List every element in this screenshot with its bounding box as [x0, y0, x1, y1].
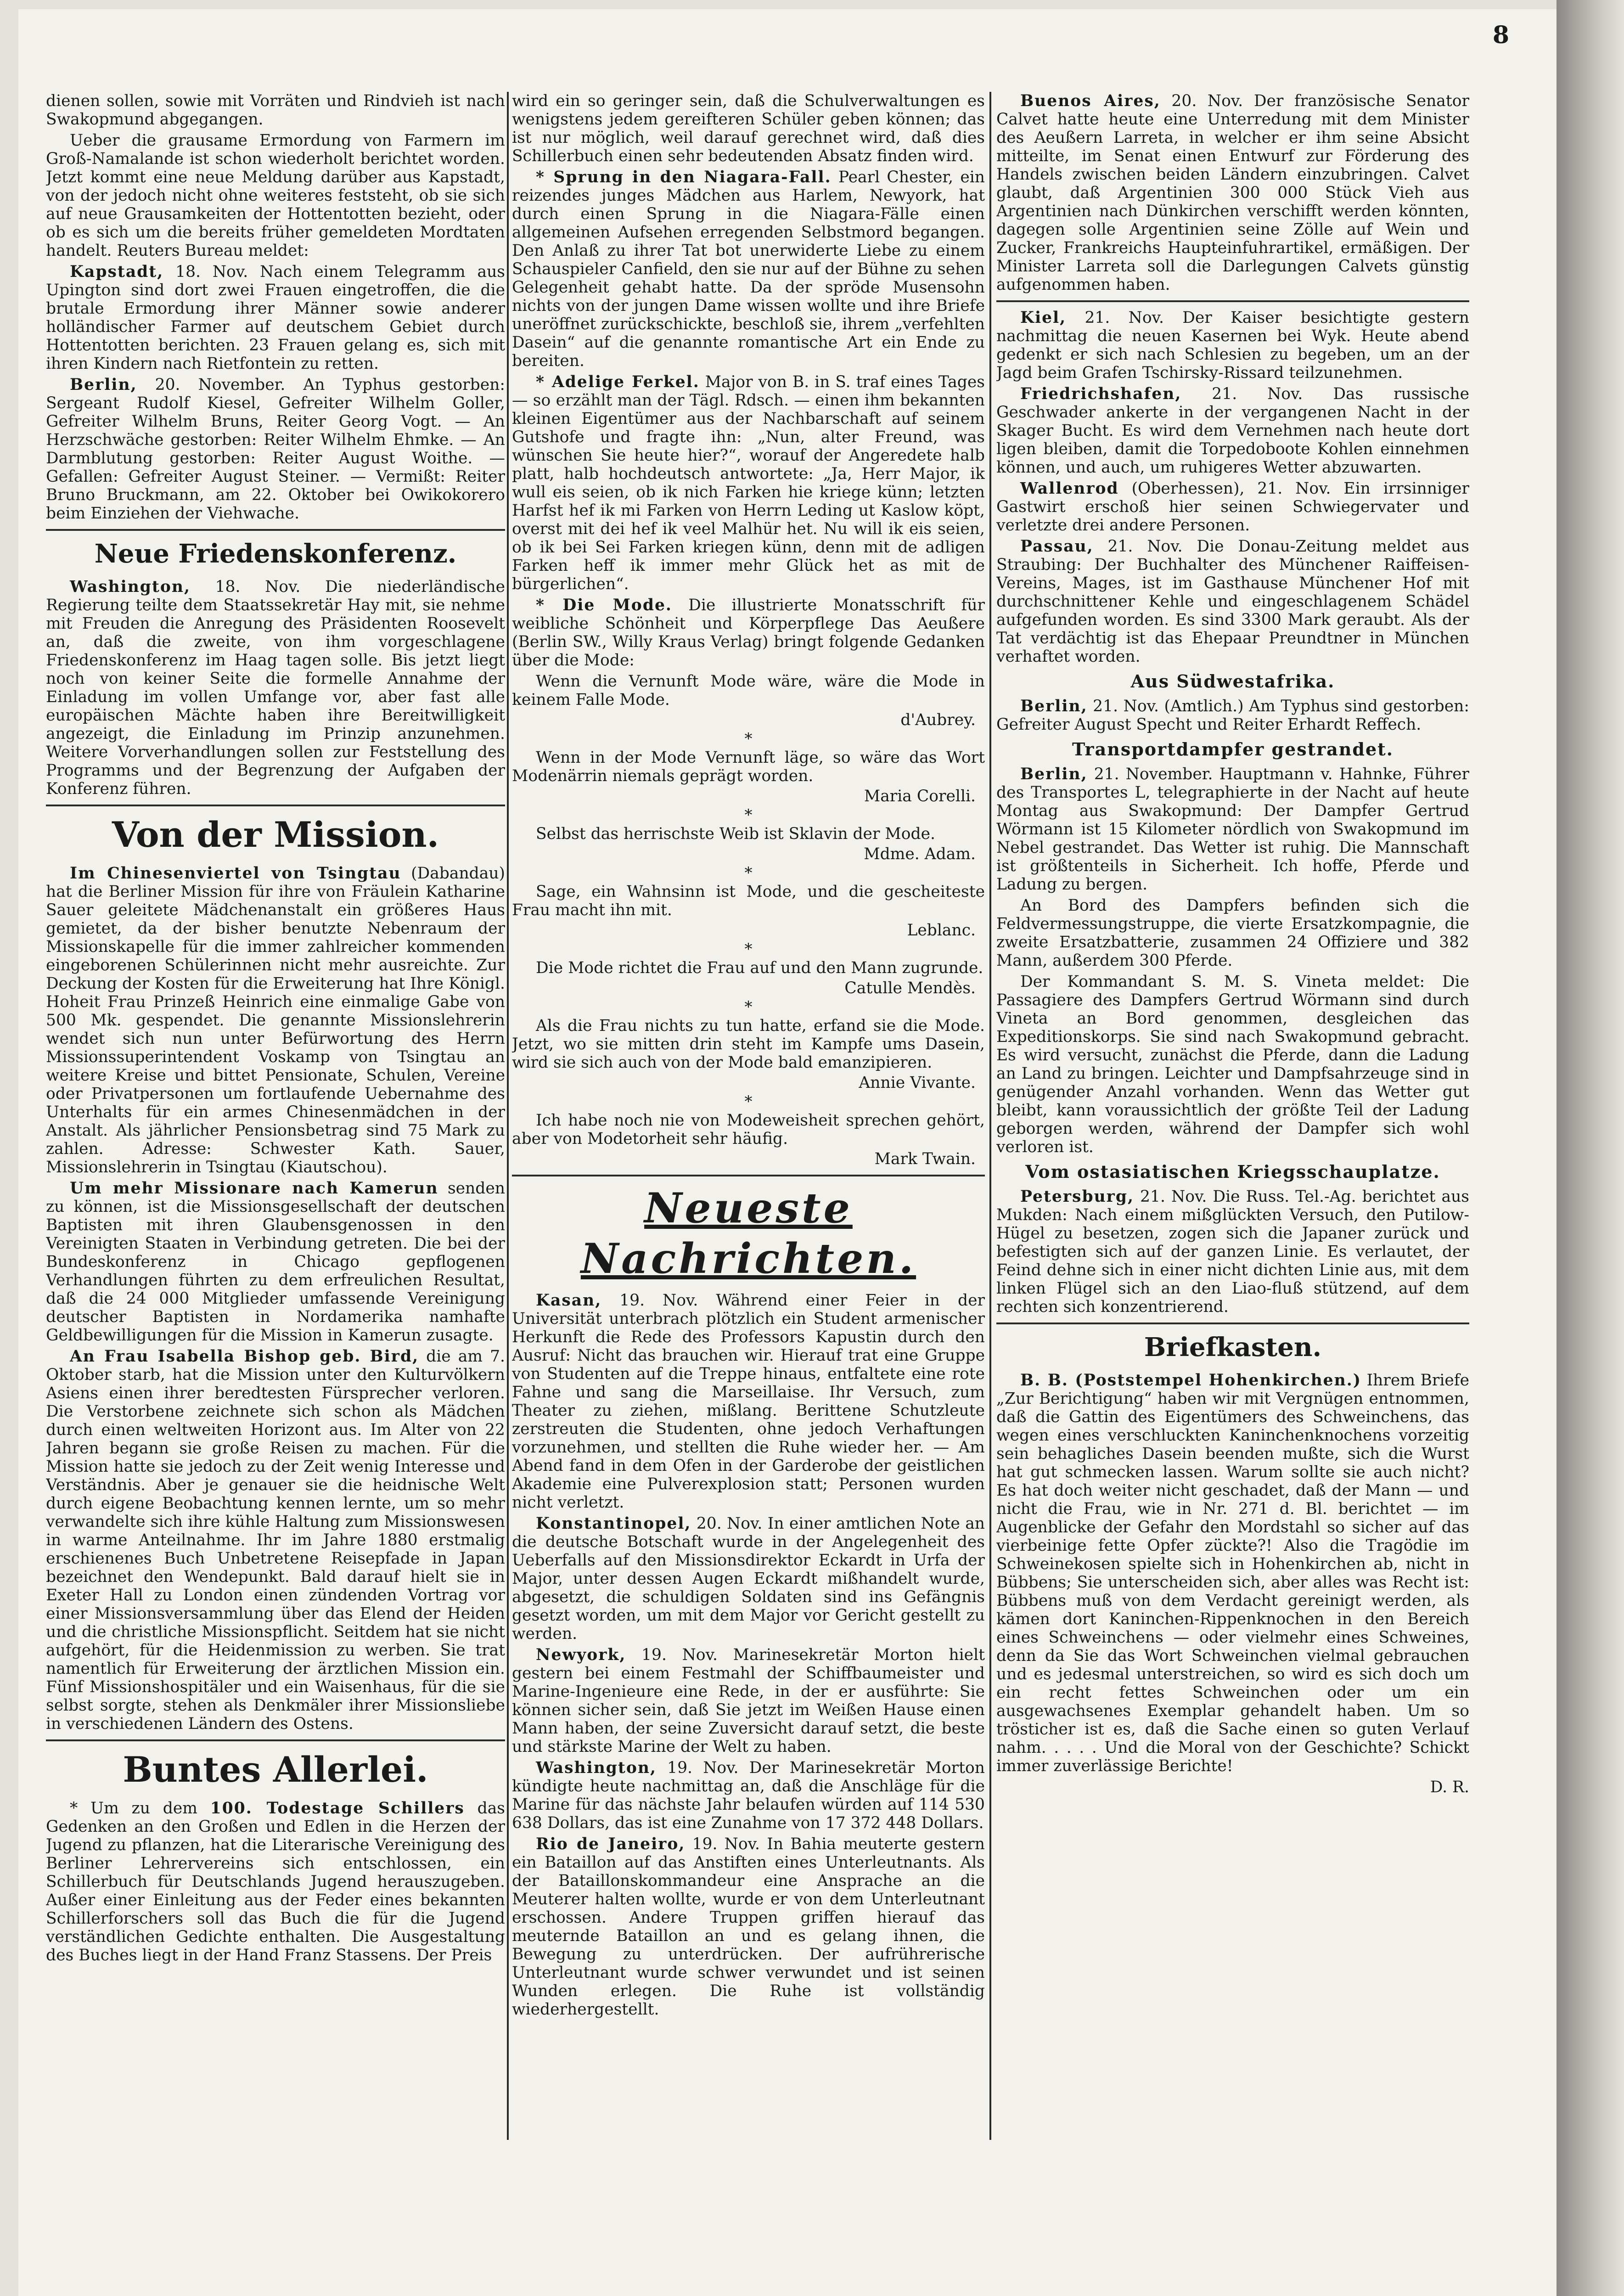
- letter-reply: [996, 1371, 1469, 1775]
- news-text: 19. Nov. Der Marinesekretär Morton kündigte heute nachmittag an, daß die Anschläge für die Marine für das nächste Jahr belaufen würden auf 114 530 638 Dollars, das ist eine Zunahme von 17 372 448 Dollars.: [512, 1759, 985, 1832]
- subsection-heading: Aus Südwestafrika.: [1130, 671, 1335, 692]
- dateline: Washington,: [70, 578, 191, 596]
- news-item-berlin: [46, 376, 505, 523]
- dateline: B. B. (Poststempel Hohenkirchen.): [1020, 1371, 1362, 1390]
- column-1: [46, 92, 505, 2126]
- quote: Wenn in der Mode Vernunft läge, so wäre das Wort Modenärrin niemals geprägt worden.: [512, 748, 985, 785]
- news-text: Major von B. in S. traf eines Tages — so erzählt man der Tägl. Rdsch. — einen ihm bekannten kleinen Eigentümer aus der Nachbarschaft auf seinem Gutshofe und fragte ihn: „Nun, alter Freund, was wünschen Sie heute hier?“, worauf der Angeredete halb platt, halb hochdeutsch antwortete: „Ja, Herr Major, ik wull eis seien, ob ik nich Farken hie kriege künn; letzten Harfst hef ik mi Farken von Herrn Leding ut Kaslow köpt, overst mit dei hef ik veel Malhür het. Nu will ik eis seien, ob ik bei Sei Farken kriegen künn, denn mit de adligen Farken heff ik immer mehr Glück het as mit de bürgerlichen“.: [512, 373, 985, 593]
- news-text: * Um zu dem: [70, 1799, 210, 1818]
- news-item-friedrichshafen: [996, 385, 1469, 477]
- quote-author: Leblanc.: [907, 921, 976, 940]
- news-item-washington: [512, 1759, 985, 1832]
- news-text: 21. November. Hauptmann v. Hahnke, Führer des Transportes L, telegraphierte in der Nacht auf heute Montag aus Swakopmund: Der Dampfer Gertrud Wörmann ist 15 Kilometer nördlich von Swakopmund im Nebel gestrandet. Das Wetter ist ruhig. Die Mannschaft ist größtenteils in Sicherheit. Ich hoffe, Pferde und Ladung zu bergen.: [996, 765, 1469, 894]
- quote-author: Catulle Mendès.: [844, 979, 976, 997]
- news-item-rio: [512, 1835, 985, 2019]
- page-number: 8: [1492, 21, 1509, 49]
- news-text: 20. Nov. In einer amtlichen Note an die deutsche Botschaft wurde in der Angelegenheit des Ueberfalls auf den Missionsdirektor Eckardt in Urfa der Major, unter dessen Augen Eckardt mißhandelt wurde, abgesetzt, die schuldigen Soldaten sind ins Gefängnis gesetzt worden, um mit dem Major vor Gericht gestellt zu werden.: [512, 1514, 985, 1643]
- editor-signature: D. R.: [1430, 1778, 1469, 1796]
- section-rule: [996, 300, 1469, 302]
- news-item-kapstadt: [46, 263, 505, 373]
- quote: Ich habe noch nie von Modeweisheit sprechen gehört, aber von Modetorheit sehr häufig.: [512, 1111, 985, 1148]
- article-paragraph: dienen sollen, sowie mit Vorräten und Rindvieh ist nach Swakopmund abgegangen.: [46, 92, 505, 129]
- dateline: Friedrichshafen,: [1020, 385, 1182, 403]
- news-text: 20. November. An Typhus gestorben: Sergeant Rudolf Kiesel, Gefreiter Wilhelm Goller, Gefreiter Wilhelm Bruns, Reiter Georg Vogt. — An Herzschwäche gestorben: Reiter Wilhelm Ehmke. — An Darmblutung gestorben: Reiter August Woithe. — Gefallen: Gefreiter August Steiner. — Vermißt: Reiter Bruno Bruckmann, am 22. Oktober bei Owikokorero beim Einziehen der Viehwache.: [46, 376, 505, 523]
- dateline: Kasan,: [536, 1291, 602, 1310]
- quote-author: d'Aubrey.: [900, 711, 976, 729]
- separator-star: *: [744, 730, 753, 748]
- section-heading: Briefkasten.: [1144, 1332, 1322, 1362]
- quote-author: Mark Twain.: [874, 1150, 976, 1168]
- section-rule: [46, 805, 505, 806]
- news-text: 21. Nov. Der Kaiser besichtigte gestern nachmittag die neuen Kasernen bei Wyk. Heute abend gedenkt er sich nach Schlesien zu begeben, um an der Jagd beim Grafen Tschirsky-Rissard teilzunehmen.: [996, 309, 1469, 382]
- dateline: Washington,: [536, 1759, 657, 1777]
- section-rule: [996, 1322, 1469, 1324]
- news-text: 21. Nov. Die Russ. Tel.-Ag. berichtet aus Mukden: Nach einem mißglückten Versuch, den Putilow-Hügel zu besetzen, zogen sich die Japaner zurück und befestigten sich auf der ganzen Linie. Es verlautet, der Feind dehne sich in einer nicht dichten Linie aus, mit dem linken Flügel sich an den Liao-fluß stützend, auf dem rechten sich konzentrierend.: [996, 1187, 1469, 1316]
- news-text: 19. Nov. Marinesekretär Morton hielt gestern bei einem Festmahl der Schiffbaumeister und Marine-Ingenieure eine Rede, in der er ausführte: Sie können sicher sein, daß Sie jetzt im Weißen Hause einen Mann haben, der seine Zuversicht darauf setzt, die beste und stärkste Marine der Welt zu haben.: [512, 1646, 985, 1756]
- quote: Sage, ein Wahnsinn ist Mode, und die gescheiteste Frau macht ihn mit.: [512, 883, 985, 919]
- dateline: * Die Mode.: [536, 596, 672, 614]
- section-rule: [46, 1739, 505, 1741]
- news-item-mode: [512, 596, 985, 670]
- news-text: (Oberhessen), 21. Nov. Ein irrsinniger Gastwirt erschoß hier seinen Schwiegervater und verletzte drei andere Personen.: [996, 479, 1469, 535]
- column-rule-1: [507, 92, 509, 2140]
- news-item-bird: [46, 1347, 505, 1733]
- dateline: Im Chinesenviertel von Tsingtau: [70, 864, 401, 883]
- news-item-washington: [46, 578, 505, 798]
- news-text: Die illustrierte Monatsschrift für weibliche Schönheit und Körperpflege Das Aeußere (Berlin SW., Willy Kraus Verlag) bringt folgende Gedanken über die Mode:: [512, 596, 985, 670]
- dateline: Newyork,: [536, 1646, 626, 1664]
- article-paragraph: Ueber die grausame Ermordung von Farmern im Groß-Namalande ist schon wiederholt berichtet worden. Jetzt kommt eine neue Meldung darüber aus Kapstadt, von der jedoch nicht ohne weiteres feststeht, ob sie sich auf neue Grausamkeiten der Hottentotten bezieht, oder ob es sich um die bereits früher gemeldeten Mordtaten handelt. Reuters Bureau meldet:: [46, 131, 505, 260]
- separator-star: *: [744, 1092, 753, 1111]
- dateline: Berlin,: [1020, 697, 1088, 715]
- section-rule: [512, 1175, 985, 1176]
- news-item-ferkel: [512, 373, 985, 593]
- news-item-kamerun: [46, 1179, 505, 1345]
- news-text: 21. Nov. Das russische Geschwader ankerte in der vergangenen Nacht in der Skager Bucht. Es wird dem Vernehmen nach heute dort ligen bleiben, damit die Torpedoboote Kohlen einnehmen können, und auch, um ruhigeres Wetter abzuwarten.: [996, 385, 1469, 477]
- section-rule: [46, 529, 505, 531]
- news-text: Ihrem Briefe „Zur Berichtigung“ haben wir mit Vergnügen entnommen, daß die Gattin des Eigentümers des Schweinchens, das wegen eines verschluckten Kaninchenknochens vorzeitig sein behagliches Dasein beenden mußte, sich die Wurst hat gut schmecken lassen. Warum sollte sie auch nicht? Es hat doch weiter nicht geschadet, daß der Mann — und nicht die Frau, wie in Nr. 271 d. Bl. berichtet — im Augenblicke der Gefahr den Mordstahl so sicher auf das vierbeinige fette Opfer zückte?! Also die Tragödie im Schweinekosen spielte sich in Hohenkirchen ab, nicht in Bübbens; Sie unterscheiden sich, aber alles was Recht ist: Bübbens muß von dem Verdacht gereinigt werden, als kämen dort Kaninchen-Rippenknochen in den Bereich eines Schweinchens — oder vielmehr eines Schweines, denn da Sie das Wort Schweinchen vielmal gebrauchen und es jedesmal unterstreichen, so wird es sich doch um ein recht fettes Schweinchen oder um ein ausgewachsenes Exemplar gehandelt haben. Um so trösticher ist es, daß die Sache einen so guten Verlauf nahm. . . . . Und die Moral von der Geschichte? Schickt immer zuverlässige Berichte!: [996, 1371, 1469, 1775]
- news-item-buenos-aires: [996, 92, 1469, 294]
- section-heading: Buntes Allerlei.: [123, 1749, 428, 1790]
- news-text: 19. Nov. In Bahia meuterte gestern ein Bataillon auf das Anstiften eines Unterleutnants. Als der Bataillonskommandeur eine Ansprache an die Meuterer halten wollte, wurde er von dem Unterleutnant erschossen. Andere Truppen griffen hierauf das meuternde Bataillon an und es gelang ihnen, die Bewegung zu unterdrücken. Der aufrührerische Unterleutnant wurde schwer verwundet und ist seinen Wunden erlegen. Die Ruhe ist vollständig wiederhergestellt.: [512, 1835, 985, 2019]
- news-text: 18. Nov. Die niederländische Regierung teilte dem Staatssekretär Hay mit, sie nehme mit Freuden die Anregung des Präsidenten Roosevelt an, daß die zweite, von ihm vorgeschlagene Friedenskonferenz im Haag tagen solle. Bis jetzt liegt noch von keiner Seite die formelle Annahme der Einladung im vollen Umfange vor, aber fast alle europäischen Mächte haben ihre Bereitwilligkeit angezeigt, die Einladung im Prinzip anzunehmen. Weitere Vorverhandlungen sollen zur Feststellung des Programms und der Begrenzung der Aufgaben der Konferenz führen.: [46, 578, 505, 798]
- dateline: Buenos Aires,: [1020, 92, 1161, 110]
- news-text: die am 7. Oktober starb, hat die Mission unter den Kulturvölkern Asiens einen ihrer beredtesten Fürsprecher verloren. Die Verstorbene zeichnete sich schon als Mädchen durch einen weltweiten Horizont aus. Im Alter von 22 Jahren begann sie große Reisen zu machen. Für die Mission hatte sie jedoch zu der Zeit wenig Interesse und Verständnis. Aber je genauer sie die heidnische Welt durch eigene Beobachtung kennen lernte, um so mehr verwandelte sich ihre kühle Haltung zum Missionswesen in warme Anteilnahme. Ihr im Jahre 1880 erstmalig erschienenes Buch Unbetretene Reisepfade in Japan bezeichnet den Wendepunkt. Bald darauf hielt sie in Exeter Hall zu London einen zündenden Vortrag vor einer Missionsversammlung über das Elend der Heiden und die christliche Missionspflicht. Seitdem hat sie nicht aufgehört, für die Heidenmission zu werben. Sie trat namentlich für Erweiterung der ärztlichen Mission ein. Fünf Missionshospitäler und ein Waisenhaus, für die sie selbst sorgte, stehen als Denkmäler ihrer Missionsliebe in verschiedenen Ländern des Ostens.: [46, 1347, 505, 1733]
- section-heading: Von der Mission.: [112, 814, 439, 855]
- quote: Die Mode richtet die Frau auf und den Mann zugrunde.: [536, 959, 983, 977]
- dateline: 100. Todestage Schillers: [210, 1799, 465, 1818]
- news-item-wallenrod: [996, 479, 1469, 535]
- dateline: Kiel,: [1020, 309, 1067, 327]
- news-item-berlin: [996, 765, 1469, 894]
- news-text: 21. Nov. (Amtlich.) Am Typhus sind gestorben: Gefreiter August Specht und Reiter Erhardt Reffech.: [996, 697, 1469, 734]
- dateline: Um mehr Missionare nach Kamerun: [70, 1179, 438, 1198]
- news-item-berlin: [996, 697, 1469, 734]
- subsection-heading: Transportdampfer gestrandet.: [1072, 739, 1394, 760]
- section-heading: Neue Friedenskonferenz.: [94, 539, 457, 569]
- news-text: das Gedenken an den Großen und Edlen in die Herzen der Jugend zu pflanzen, hat die Literarische Vereinigung des Berliner Lehrervereins sich entschlossen, ein Schillerbuch für Deutschlands Jugend herauszugeben. Außer einer Einleitung aus der Feder eines bekannten Schillerforschers soll das Buch die für die Jugend verständlichen Gedichte enthalten. Die Ausgestaltung des Buches liegt in der Hand Franz Stassens. Der Preis: [46, 1799, 505, 1964]
- quote-author: Annie Vivante.: [859, 1074, 976, 1092]
- news-text: Pearl Chester, ein reizendes junges Mädchen aus Harlem, Newyork, hat durch einen Sprung in die Niagara-Fälle einen allgemeinen Aufsehen erregenden Selbstmord begangen. Den Anlaß zu ihrer Tat bot unerwiderte Liebe zu einem Schauspieler Canfield, den sie nur auf der Bühne zu sehen Gelegenheit gehabt hatte. Da der spröde Musensohn nichts von der jungen Dame wissen wollte und ihre Briefe uneröffnet zurückschickte, beschloß sie, ihrem „verfehlten Dasein“ auf die genannte romantische Art ein Ende zu bereiten.: [512, 168, 985, 370]
- section-heading: Neueste Nachrichten.: [580, 1184, 916, 1283]
- dateline: Petersburg,: [1020, 1187, 1134, 1206]
- news-item-konstantinopel: [512, 1514, 985, 1643]
- news-item-tsingtau: [46, 864, 505, 1176]
- dateline: Kapstadt,: [70, 263, 164, 281]
- dateline: Berlin,: [1020, 765, 1088, 783]
- quote: Selbst das herrischste Weib ist Sklavin der Mode.: [536, 825, 935, 843]
- separator-star: *: [744, 864, 753, 882]
- news-text: 21. Nov. Die Donau-Zeitung meldet aus Straubing: Der Buchhalter des Münchener Raiffeisen-Vereins, Mages, ist im Gasthause Münchener Hof mit durchschnittener Kehle und eingeschlagenem Schädel aufgefunden worden. Es sind 3300 Mark geraubt. Als der Tat verdächtig ist das Ehepaar Preundtner in München verhaftet worden.: [996, 537, 1469, 666]
- news-text: 20. Nov. Der französische Senator Calvet hatte heute eine Unterredung mit dem Minister des Aeußern Larreta, in welcher er ihm seine Absicht mitteilte, im Senat einen Entwurf zur Förderung des Handels zwischen beiden Ländern einzubringen. Calvet glaubt, daß Argentinien 300 000 Stück Vieh aus Argentinien nach Dünkirchen verschifft werden könnten, dagegen solle Argentinien seine Zölle auf Wein und Zucker, Frankreichs Haupteinfuhrartikel, ermäßigen. Der Minister Larreta soll die Darlegungen Calvets günstig aufgenommen haben.: [996, 92, 1469, 294]
- dateline: Rio de Janeiro,: [536, 1835, 686, 1853]
- news-item-schiller: [46, 1799, 505, 1964]
- quote-author: Maria Corelli.: [864, 787, 976, 805]
- article-paragraph: An Bord des Dampfers befinden sich die Feldvermessungstruppe, die vierte Ersatzkompagnie, die zweite Ersatzbatterie, zusammen 24 Offiziere und 382 Mann, außerdem 300 Pferde.: [996, 896, 1469, 970]
- quote: Als die Frau nichts zu tun hatte, erfand sie die Mode. Jetzt, wo sie mitten drin steht im Kampfe ums Dasein, wird sie sich auch von der Mode bald emanzipieren.: [512, 1017, 985, 1072]
- column-3: [996, 92, 1469, 2126]
- dateline: * Sprung in den Niagara-Fall.: [536, 168, 832, 186]
- dateline: An Frau Isabella Bishop geb. Bird,: [70, 1347, 419, 1366]
- article-paragraph: Der Kommandant S. M. S. Vineta meldet: Die Passagiere des Dampfers Gertrud Wörmann sind durch Vineta an Bord genommen, desgleichen das Expeditionskorps. Sie sind nach Swakopmund gebracht. Es wird versucht, zunächst die Pferde, dann die Ladung an Land zu bringen. Leichter und Dampfsahrzeuge sind in genügender Anzahl vorhanden. Wenn das Wetter gut bleibt, kann voraussichtlich der größte Teil der Ladung geborgen werden, während der Dampfer sich wohl verloren ist.: [996, 973, 1469, 1156]
- column-rule-2: [989, 92, 991, 2140]
- column-2: [512, 92, 985, 2126]
- page-edge: [1557, 0, 1624, 2296]
- dateline: * Adelige Ferkel.: [536, 373, 700, 391]
- article-paragraph: wird ein so geringer sein, daß die Schulverwaltungen es wenigstens jedem gereifteren Schüler geben können; das ist nur möglich, weil darauf gerechnet wird, daß dies Schillerbuch einen sehr bedeutenden Absatz finden wird.: [512, 92, 985, 165]
- separator-star: *: [744, 806, 753, 824]
- news-item-newyork: [512, 1646, 985, 1756]
- separator-star: *: [744, 998, 753, 1016]
- dateline: Wallenrod: [1020, 479, 1119, 498]
- news-item-passau: [996, 537, 1469, 666]
- news-item-niagara: [512, 168, 985, 370]
- news-text: 18. Nov. Nach einem Telegramm aus Upington sind dort zwei Frauen eingetroffen, die die brutale Ermordung ihrer Männer sowie anderer holländischer Farmer auf deutschem Gebiet durch Hottentotten berichten. 23 Frauen gelang es, sich mit ihren Kindern nach Rietfontein zu retten.: [46, 263, 505, 373]
- quote: Wenn die Vernunft Mode wäre, wäre die Mode in keinem Falle Mode.: [512, 672, 985, 709]
- quote-author: Mdme. Adam.: [864, 845, 976, 863]
- dateline: Konstantinopel,: [536, 1514, 691, 1533]
- dateline: Passau,: [1020, 537, 1094, 556]
- news-text: (Dabandau) hat die Berliner Mission für ihre von Fräulein Katharine Sauer geleitete Mädchenanstalt ein größeres Haus gemietet, da der bisher benutzte Nebenraum der Missionskapelle für die immer zahlreicher kommenden eingeborenen Schülerinnen nicht mehr ausreichte. Zur Deckung der Kosten für die Erweiterung hat Ihre Königl. Hoheit Frau Prinzeß Heinrich eine einmalige Gabe von 500 Mk. gespendet. Die genannte Missionslehrerin wendet sich nun unter Befürwortung des Herrn Missionssuperintendent Voskamp von Tsingtau an weitere Kreise und bittet Pensionate, Schulen, Vereine oder Privatpersonen um fortlaufende Uebernahme des Unterhalts für ein armes Chinesenmädchen in der Anstalt. Als jährlicher Pensionsbetrag sind 75 Mark zu zahlen. Adresse: Schwester Kath. Sauer, Missionslehrerin in Tsingtau (Kiautschou).: [46, 864, 505, 1176]
- news-item-kasan: [512, 1291, 985, 1512]
- news-text: 19. Nov. Während einer Feier in der Universität unterbrach plötzlich ein Student armenischer Herkunft die Rede des Professors Kapustin durch den Ausruf: Nicht das brauchen wir. Hierauf trat eine Gruppe von Studenten auf die Treppe hinaus, entfaltete eine rote Fahne und sang die Marseillaise. Ihr Versuch, zum Theater zu ziehen, mißlang. Berittene Schutzleute zerstreuten die Studenten, ohne jedoch Verhaftungen vorzunehmen, und stellten die Ruhe wieder her. — Am Abend fand in dem Ofen in der Garderobe der geistlichen Akademie eine Pulverexplosion statt; Personen wurden nicht verletzt.: [512, 1291, 985, 1512]
- news-item-kiel: [996, 309, 1469, 382]
- subsection-heading: Vom ostasiatischen Kriegsschauplatze.: [1025, 1161, 1440, 1182]
- separator-star: *: [744, 940, 753, 958]
- news-text: senden zu können, ist die Missionsgesellschaft der deutschen Baptisten mit ihren Glaubensgenossen in den Vereinigten Staaten in Verbindung getreten. Die bei der Bundeskonferenz in Chicago gepflogenen Verhandlungen führten zu dem erfreulichen Resultat, daß die 24 000 Mitglieder umfassende Vereinigung deutscher Baptisten in Nordamerika namhafte Geldbewilligungen für die Mission in Kamerun zusagte.: [46, 1179, 505, 1345]
- dateline: Berlin,: [70, 376, 137, 394]
- news-item-petersburg: [996, 1187, 1469, 1316]
